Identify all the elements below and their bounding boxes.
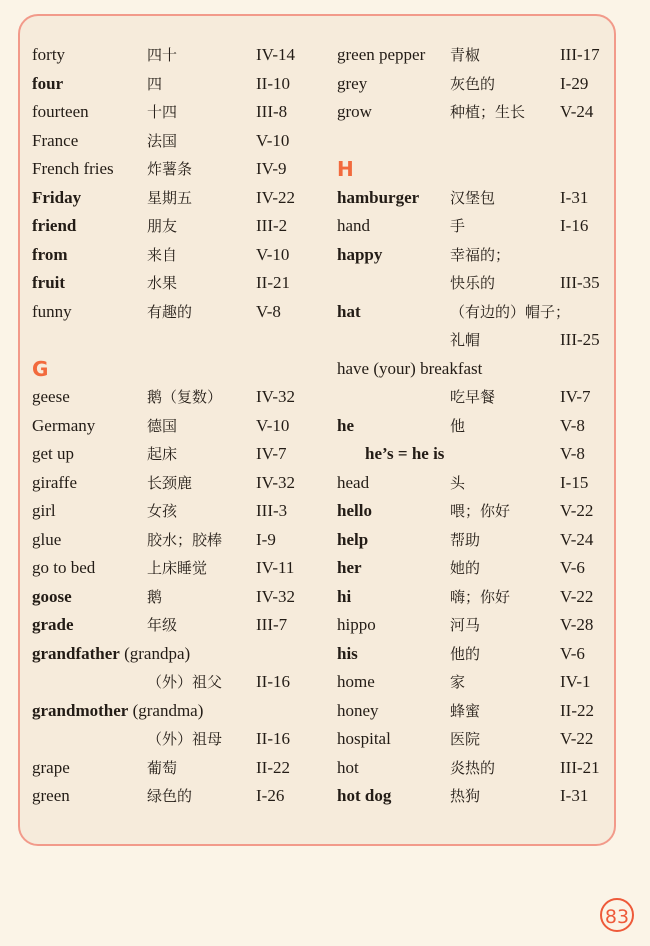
entry-lesson: IV-11: [256, 558, 295, 577]
entry-lesson: IV-1: [560, 672, 591, 691]
entry-word: [32, 697, 203, 725]
entry-translation: 绿色的: [147, 787, 193, 805]
entry-translation: 吃早餐: [450, 388, 496, 406]
entry-word: he: [337, 415, 354, 435]
entry-translation: 家: [450, 673, 466, 691]
entry-lesson: III-35: [560, 273, 600, 292]
entry-lesson: V-24: [560, 529, 594, 549]
entry-word: hello: [337, 501, 372, 520]
entry-lesson: V-6: [560, 558, 585, 577]
entry-translation: 种植；生长: [450, 103, 526, 121]
entry-word: from: [32, 244, 68, 264]
entry-lesson: II-21: [256, 273, 290, 292]
entry-lesson: III-8: [256, 102, 288, 121]
entry-lesson: IV-9: [256, 159, 287, 178]
entry-translation: （外）祖母: [147, 730, 223, 748]
entry-translation: 他: [450, 416, 466, 435]
section-letter-g: G: [32, 356, 49, 381]
entry-word: grey: [337, 73, 368, 93]
entry-lesson: V-8: [560, 415, 585, 435]
entry-word: honey: [337, 700, 379, 720]
entry-translation: 炎热的: [450, 758, 496, 777]
entry-translation: 医院: [450, 730, 481, 748]
entry-translation: 四十: [147, 46, 178, 64]
entry-word: get up: [32, 444, 75, 463]
entry-lesson: II-10: [256, 73, 290, 93]
entry-word: fruit: [32, 273, 66, 292]
entry-translation: 青椒: [450, 46, 481, 64]
entry-translation: 快乐的: [450, 274, 496, 292]
entry-lesson: V-8: [560, 444, 585, 463]
entry-lesson: V-22: [560, 501, 594, 520]
entry-word-variant: (grandma): [128, 700, 204, 720]
entry-word: hot: [337, 757, 359, 777]
entry-translation: 河马: [450, 616, 481, 634]
entry-word: hat: [337, 301, 361, 321]
entry-lesson: V-8: [256, 301, 281, 321]
entry-word: have (your) breakfast: [337, 358, 483, 378]
entry-lesson: III-3: [256, 501, 288, 520]
entry-word: his: [337, 643, 358, 663]
entry-word: hamburger: [337, 187, 420, 207]
entry-translation: 帮助: [450, 530, 481, 549]
entry-lesson: IV-32: [256, 472, 296, 492]
section-letter-h: H: [337, 157, 354, 181]
entry-translation: 水果: [147, 274, 178, 292]
entry-lesson: III-2: [256, 216, 288, 235]
entry-lesson: III-7: [256, 615, 288, 634]
entry-lesson: IV-7: [560, 387, 591, 406]
entry-word: grow: [337, 102, 372, 121]
entry-translation: 礼帽: [450, 331, 481, 349]
entry-lesson: II-22: [560, 700, 594, 720]
entry-word: hi: [337, 586, 352, 606]
entry-lesson: V-28: [560, 615, 594, 634]
entry-word: Germany: [32, 415, 96, 435]
entry-translation: 幸福的；: [450, 245, 511, 264]
entry-translation: 蜂蜜: [450, 701, 481, 720]
entry-lesson: V-22: [560, 729, 594, 748]
entry-translation: 长颈鹿: [147, 473, 193, 492]
entry-word-text: grandmother: [32, 700, 129, 720]
entry-translation: 葡萄: [147, 758, 178, 777]
entry-word: help: [337, 529, 369, 549]
entry-word: hand: [337, 216, 371, 235]
entry-translation: 年级: [147, 616, 178, 634]
entry-lesson: II-16: [256, 729, 290, 748]
entry-word-text: grandfather: [32, 643, 120, 663]
entry-lesson: V-10: [256, 244, 290, 264]
entry-word: girl: [32, 501, 56, 520]
entry-word: Friday: [32, 187, 82, 207]
entry-word: happy: [337, 244, 383, 264]
entry-translation: 十四: [147, 103, 178, 121]
entry-word: French fries: [32, 159, 114, 178]
entry-translation: 头: [450, 473, 466, 492]
entry-word: geese: [32, 387, 70, 406]
entry-word: hot dog: [337, 786, 392, 805]
entry-lesson: I-9: [256, 529, 276, 549]
entry-word-variant: (grandpa): [119, 643, 191, 663]
entry-translation: 汉堡包: [450, 188, 496, 207]
entry-lesson: IV-32: [256, 387, 296, 406]
entry-word: green pepper: [337, 45, 426, 64]
entry-lesson: IV-32: [256, 586, 296, 606]
entry-translation: 热狗: [450, 787, 481, 805]
entry-translation: 炸薯条: [147, 160, 193, 178]
entry-word: fourteen: [32, 102, 89, 121]
entry-word: grade: [32, 615, 74, 634]
entry-translation: 来自: [147, 245, 178, 264]
entry-word: head: [337, 472, 370, 492]
entry-translation: 德国: [147, 416, 178, 435]
entry-translation: 灰色的: [450, 74, 496, 93]
entry-translation: 朋友: [147, 217, 178, 235]
page-number: 83: [600, 898, 634, 932]
entry-translation: 上床睡觉: [147, 559, 208, 577]
entry-lesson: I-29: [560, 73, 589, 93]
entry-lesson: V-22: [560, 586, 594, 606]
entry-lesson: III-21: [560, 757, 600, 777]
entry-translation: 女孩: [147, 502, 178, 520]
entry-translation: 四: [147, 74, 163, 93]
entry-word: grape: [32, 757, 70, 777]
entry-translation: 法国: [147, 131, 178, 150]
entry-word: he’s = he is: [365, 444, 445, 463]
entry-lesson: V-6: [560, 643, 585, 663]
entry-translation: 鹅: [147, 587, 163, 606]
entry-word: her: [337, 558, 362, 577]
entry-lesson: V-10: [256, 130, 290, 150]
entry-word: hospital: [337, 729, 391, 748]
entry-word: four: [32, 73, 64, 93]
entry-lesson: I-16: [560, 216, 589, 235]
entry-word: France: [32, 130, 79, 150]
entry-word: go to bed: [32, 558, 96, 577]
entry-lesson: V-24: [560, 102, 594, 121]
entry-translation: 手: [450, 217, 466, 235]
entry-lesson: I-31: [560, 187, 589, 207]
entry-translation: 起床: [147, 445, 178, 463]
entry-translation: 嗨；你好: [450, 587, 511, 606]
entry-word: [32, 640, 190, 668]
entry-lesson: I-15: [560, 472, 589, 492]
entry-lesson: IV-7: [256, 444, 287, 463]
entry-word: funny: [32, 301, 72, 321]
entry-lesson: V-10: [256, 415, 290, 435]
entry-translation: （有边的）帽子；: [450, 302, 571, 321]
entry-word: home: [337, 672, 375, 691]
entry-translation: （外）祖父: [147, 673, 223, 691]
entry-word: green: [32, 786, 70, 805]
entry-word: giraffe: [32, 472, 77, 492]
entry-word: glue: [32, 529, 62, 549]
entry-word: friend: [32, 216, 77, 235]
entry-lesson: IV-14: [256, 45, 296, 64]
entry-lesson: III-25: [560, 330, 600, 349]
entry-lesson: I-31: [560, 786, 589, 805]
entry-translation: 她的: [450, 559, 481, 577]
entry-translation: 星期五: [147, 188, 193, 207]
entry-word: goose: [32, 586, 72, 606]
entry-translation: 他的: [450, 644, 481, 663]
entry-lesson: II-16: [256, 672, 290, 691]
entry-lesson: I-26: [256, 786, 285, 805]
entry-translation: 胶水；胶棒: [147, 530, 223, 549]
entry-translation: 鹅（复数）: [147, 388, 223, 406]
entry-word: forty: [32, 45, 66, 64]
entry-lesson: III-17: [560, 45, 600, 64]
entry-word: hippo: [337, 615, 376, 634]
entry-translation: 喂；你好: [450, 502, 511, 520]
entry-translation: 有趣的: [147, 302, 193, 321]
entry-lesson: IV-22: [256, 187, 296, 207]
entry-lesson: II-22: [256, 757, 290, 777]
